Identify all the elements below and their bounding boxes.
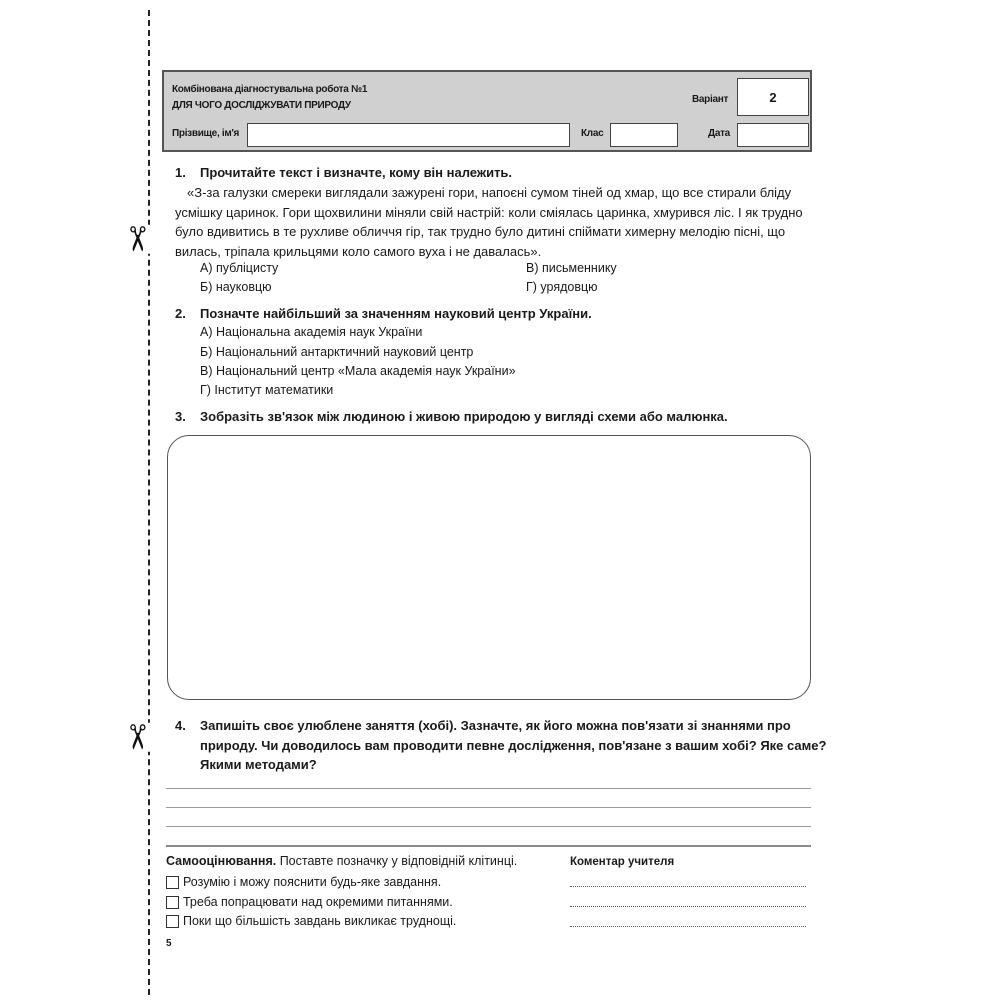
name-label: Прізвище, ім'я bbox=[172, 128, 240, 139]
class-label: Клас bbox=[581, 128, 604, 139]
cut-line bbox=[148, 10, 150, 995]
passage-line: було вдивитись в те рухливе обличчя гір, так трудно було дитині спіймати химерну мелодію пісні, що bbox=[175, 224, 786, 239]
passage-line: «З-за галузки смереки виглядали зажурені гори, напоєні сумом тіней од хмар, що все стирали бліду bbox=[187, 185, 792, 200]
checkbox[interactable] bbox=[166, 915, 179, 928]
question-text: Позначте найбільший за значенням науковий центр України. bbox=[200, 306, 592, 321]
variant-label: Варіант bbox=[692, 94, 729, 105]
question-number: 3. bbox=[175, 409, 186, 424]
self-assessment-heading: Самооцінювання. Поставте позначку у відповідній клітинці. bbox=[166, 854, 518, 868]
option-g[interactable]: Г) урядовцю bbox=[526, 280, 598, 294]
answer-line[interactable] bbox=[166, 807, 811, 808]
passage-line: вилась, тріпала крильцями коло самого вуха і не давалась». bbox=[175, 243, 542, 259]
option-g[interactable]: Г) Інститут математики bbox=[200, 383, 334, 397]
page-number: 5 bbox=[166, 938, 172, 949]
comment-line[interactable] bbox=[570, 906, 806, 907]
date-label: Дата bbox=[708, 128, 730, 139]
checkbox[interactable] bbox=[166, 896, 179, 909]
variant-field[interactable] bbox=[737, 78, 809, 116]
class-field[interactable] bbox=[610, 123, 678, 147]
date-field[interactable] bbox=[737, 123, 809, 147]
self-assessment-option[interactable]: Поки що більшість завдань викликає труднощі. bbox=[166, 914, 456, 928]
comment-line[interactable] bbox=[570, 926, 806, 927]
teacher-comment-title: Коментар учителя bbox=[570, 856, 675, 868]
answer-line[interactable] bbox=[166, 826, 811, 827]
option-a[interactable]: А) публіцисту bbox=[200, 261, 279, 275]
self-assessment-option[interactable]: Розумію і можу пояснити будь-яке завдання. bbox=[166, 875, 441, 889]
question-number: 4. bbox=[175, 718, 186, 733]
worksheet-header bbox=[162, 70, 812, 152]
self-assessment-option[interactable]: Треба попрацювати над окремими питаннями. bbox=[166, 895, 453, 909]
scissors-icon: ✂ bbox=[116, 224, 157, 254]
answer-line[interactable] bbox=[166, 788, 811, 789]
variant-value: 2 bbox=[769, 89, 777, 105]
option-v[interactable]: В) письменнику bbox=[526, 261, 617, 275]
question-number: 1. bbox=[175, 165, 186, 180]
worksheet-title: Комбінована діагностувальна робота №1 bbox=[172, 84, 368, 95]
checkbox[interactable] bbox=[166, 876, 179, 889]
question-text: Запишіть своє улюблене заняття (хобі). Зазначте, як його можна пов'язати зі знаннями про природу. Чи доводилось вам проводити певне дослідження, пов'язане з вашим хобі? Яке саме? Якими методами? bbox=[200, 718, 827, 772]
option-b[interactable]: Б) Національний антарктичний науковий центр bbox=[200, 345, 474, 359]
option-a[interactable]: А) Національна академія наук України bbox=[200, 325, 423, 339]
comment-line[interactable] bbox=[570, 886, 806, 887]
worksheet-subtitle: ДЛЯ ЧОГО ДОСЛІДЖУВАТИ ПРИРОДУ bbox=[172, 100, 351, 111]
scissors-icon: ✂ bbox=[116, 722, 157, 752]
option-v[interactable]: В) Національний центр «Мала академія наук України» bbox=[200, 364, 516, 378]
section-divider bbox=[166, 845, 811, 847]
drawing-area[interactable] bbox=[167, 435, 811, 700]
option-b[interactable]: Б) науковцю bbox=[200, 280, 272, 294]
name-field[interactable] bbox=[247, 123, 570, 147]
question-text: Прочитайте текст і визначте, кому він належить. bbox=[200, 165, 513, 180]
passage bbox=[175, 183, 815, 261]
passage-line: усмішку царинок. Гори щохвилини міняли свій настрій: коли сміялась царинка, хмурився ліс. І як трудно bbox=[175, 204, 803, 220]
question-text: Зобразіть зв'язок між людиною і живою природою у вигляді схеми або малюнка. bbox=[200, 409, 728, 424]
question-number: 2. bbox=[175, 306, 186, 321]
